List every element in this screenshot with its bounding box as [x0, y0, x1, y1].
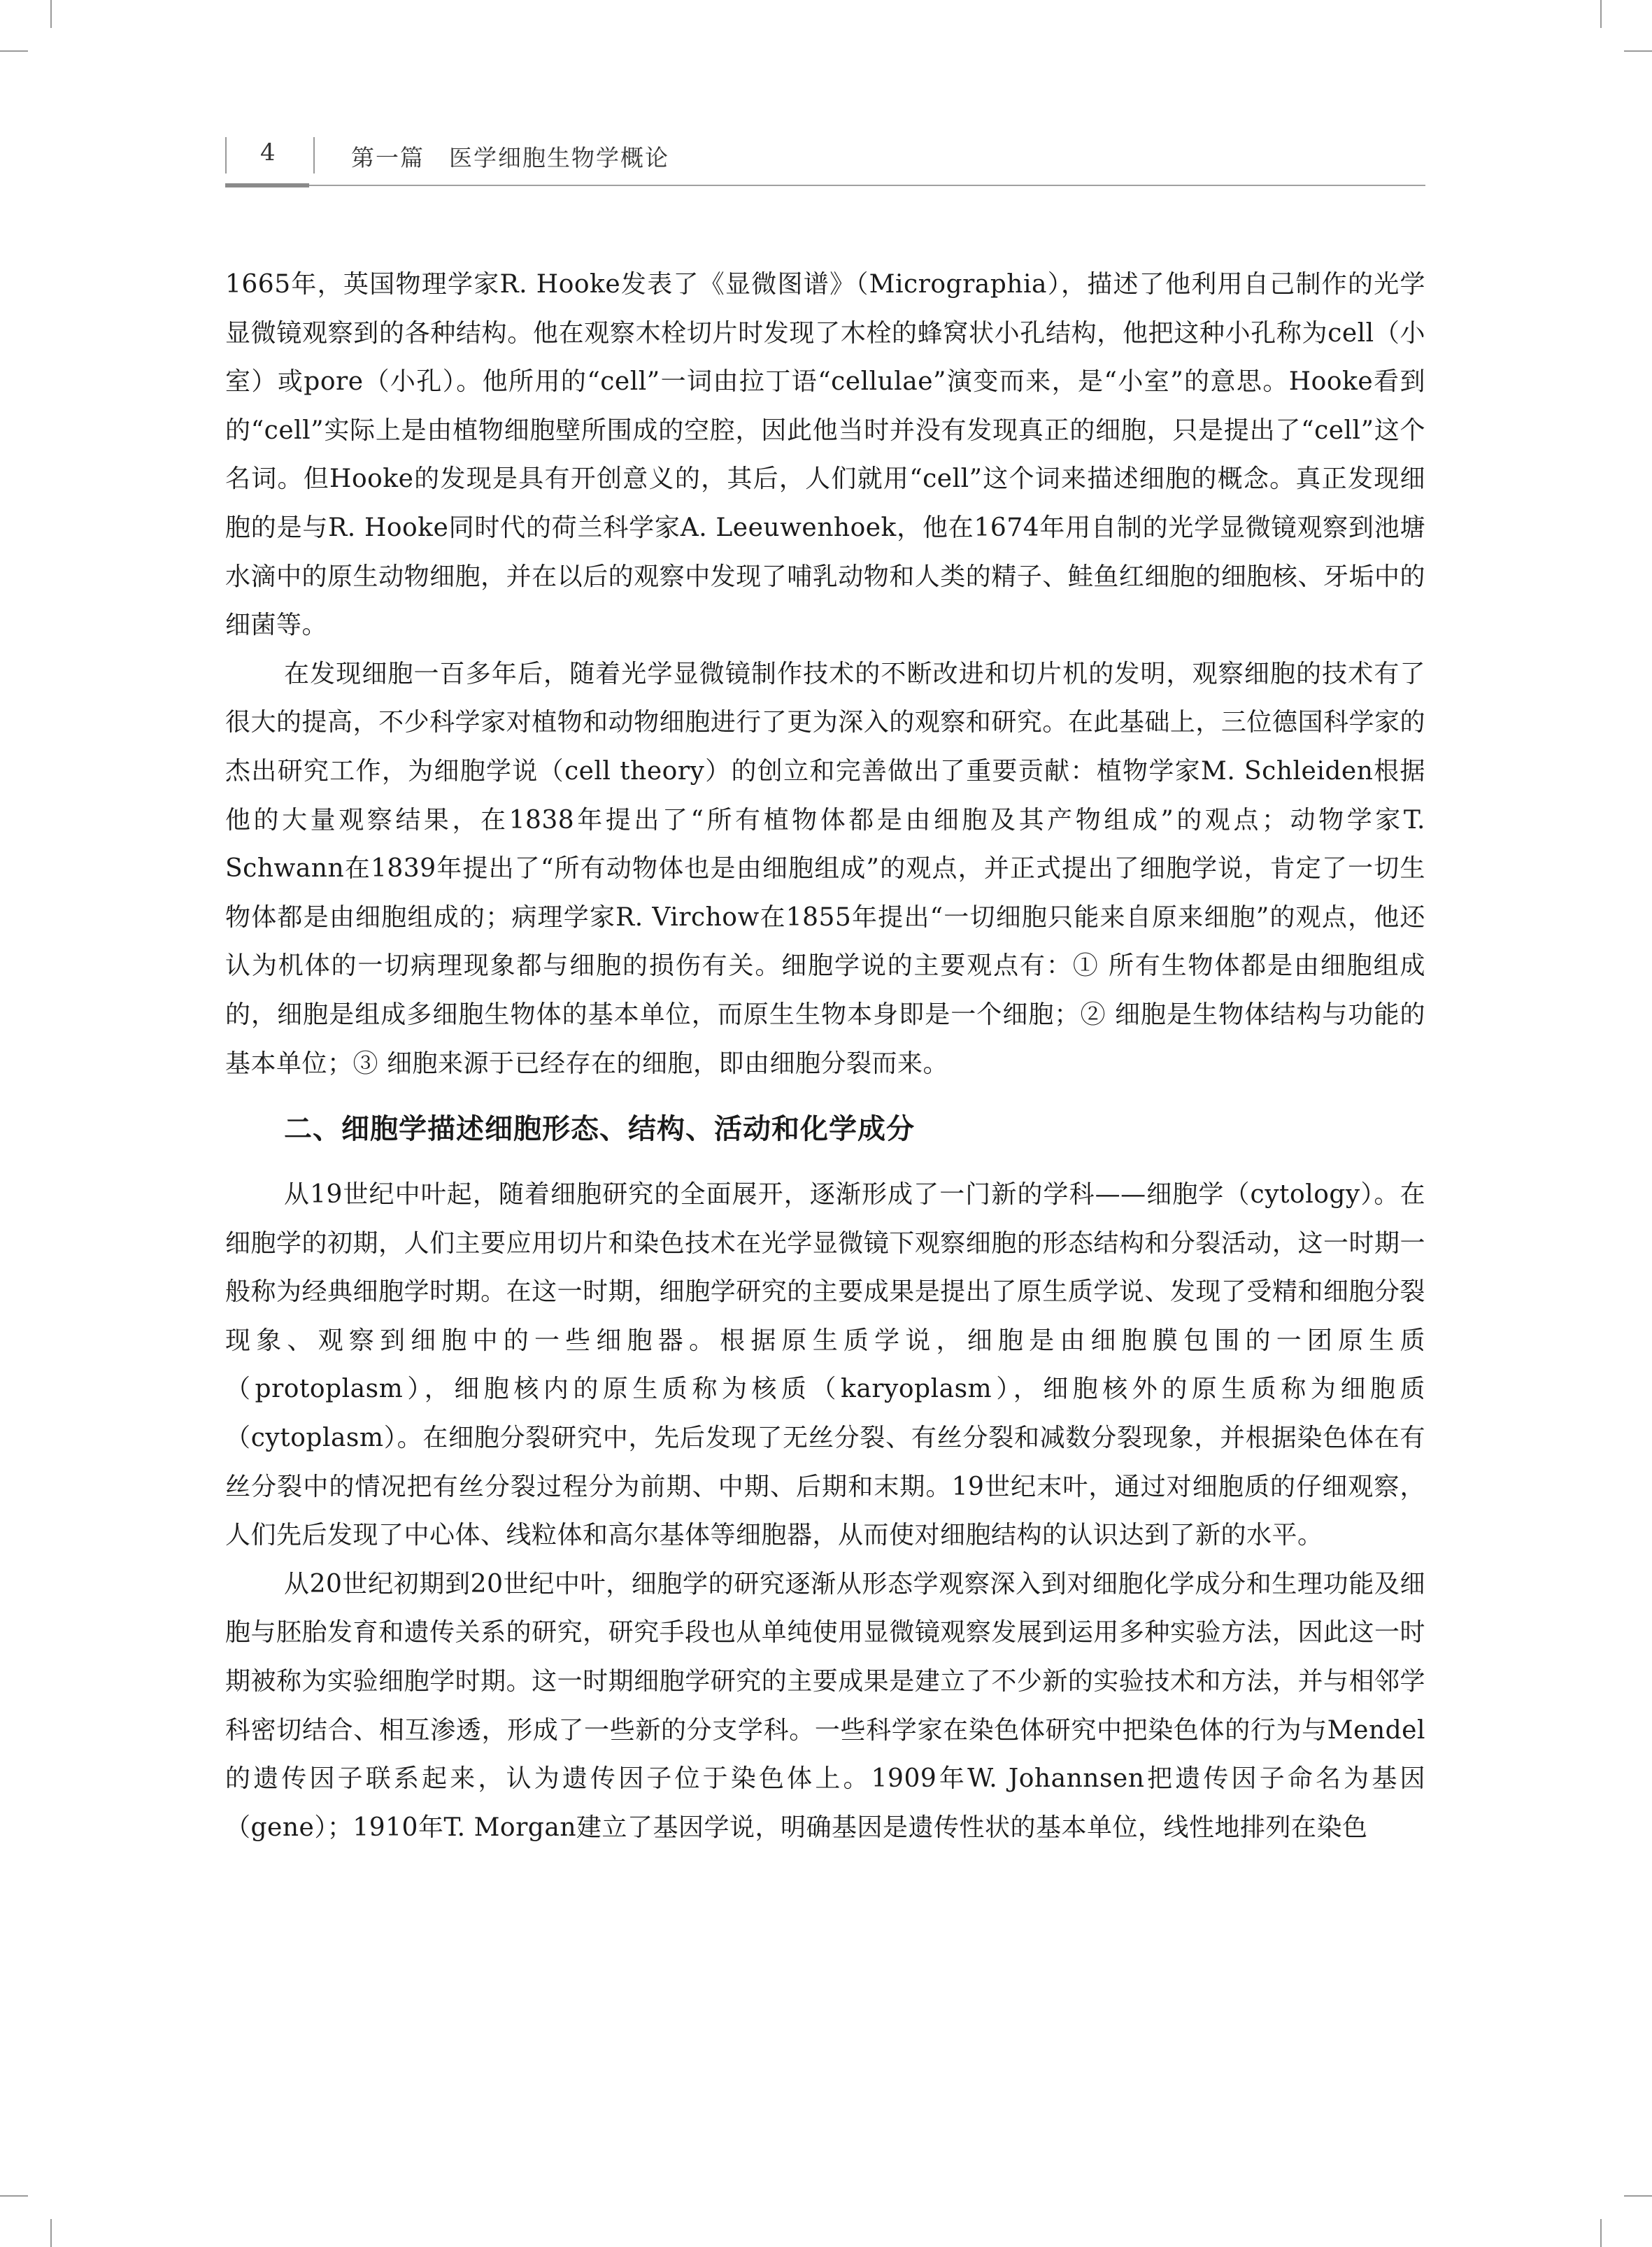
body-text — [225, 260, 1425, 1852]
crop-mark — [50, 2219, 52, 2247]
crop-mark — [1624, 2195, 1652, 2197]
paragraph: 从20世纪初期到20世纪中叶，细胞学的研究逐渐从形态学观察深入到对细胞化学成分和生理功能及细胞与胚胎发育和遗传关系的研究，研究手段也从单纯使用显微镜观察发展到运用多种实验方法，因此这一时期被称为实验细胞学时期。这一时期细胞学研究的主要成果是建立了不少新的实验技术和方法，并与相邻学科密切结合、相互渗透，形成了一些新的分支学科。一些科学家在染色体研究中把染色体的行为与Mendel的遗传因子联系起来，认为遗传因子位于染色体上。1909年W. Johannsen把遗传因子命名为基因（gene）；1910年T. Morgan建立了基因学说，明确基因是遗传性状的基本单位，线性地排列在染色 — [225, 1569, 1425, 1842]
header-divider — [225, 137, 227, 173]
section-heading: 二、细胞学描述细胞形态、结构、活动和化学成分 — [284, 1113, 915, 1146]
header-divider — [313, 137, 315, 173]
chapter-title: 第一篇 医学细胞生物学概论 — [351, 144, 669, 171]
crop-mark — [50, 0, 52, 28]
paragraph: 在发现细胞一百多年后，随着光学显微镜制作技术的不断改进和切片机的发明，观察细胞的技术有了很大的提高，不少科学家对植物和动物细胞进行了更为深入的观察和研究。在此基础上，三位德国科学家的杰出研究工作，为细胞学说（cell theory）的创立和完善做出了重要贡献：植物学家M. Schleiden根据他的大量观察结果，在1838年提出了“所有植物体都是由细胞及其产物组成”的观点；动物学家T. Schwann在1839年提出了“所有动物体也是由细胞组成”的观点，并正式提出了细胞学说，肯定了一切生物体都是由细胞组成的；病理学家R. Virchow在1855年提出“一切细胞只能来自原来细胞”的观点，他还认为机体的一切病理现象都与细胞的损伤有关。细胞学说的主要观点有：① 所有生物体都是由细胞组成的，细胞是组成多细胞生物体的基本单位，而原生生物本身即是一个细胞；② 细胞是生物体结构与功能的基本单位；③ 细胞来源于已经存在的细胞，即由细胞分裂而来。 — [225, 659, 1425, 1078]
header-accent-bar — [225, 183, 309, 187]
crop-mark — [1600, 2219, 1602, 2247]
paragraph: 从19世纪中叶起，随着细胞研究的全面展开，逐渐形成了一门新的学科——细胞学（cytology）。在细胞学的初期，人们主要应用切片和染色技术在光学显微镜下观察细胞的形态结构和分裂活动，这一时期一般称为经典细胞学时期。在这一时期，细胞学研究的主要成果是提出了原生质学说、发现了受精和细胞分裂现象、观察到细胞中的一些细胞器。根据原生质学说，细胞是由细胞膜包围的一团原生质（protoplasm），细胞核内的原生质称为核质（karyoplasm），细胞核外的原生质称为细胞质（cytoplasm）。在细胞分裂研究中，先后发现了无丝分裂、有丝分裂和减数分裂现象，并根据染色体在有丝分裂中的情况把有丝分裂过程分为前期、中期、后期和末期。19世纪末叶，通过对细胞质的仔细观察，人们先后发现了中心体、线粒体和高尔基体等细胞器，从而使对细胞结构的认识达到了新的水平。 — [225, 1180, 1425, 1550]
crop-mark — [1624, 50, 1652, 52]
page-number: 4 — [260, 139, 276, 166]
crop-mark — [0, 50, 28, 52]
crop-mark — [0, 2195, 28, 2197]
crop-mark — [1600, 0, 1602, 28]
running-head — [225, 133, 1425, 189]
paragraph: 1665年，英国物理学家R. Hooke发表了《显微图谱》（Micrographia），描述了他利用自己制作的光学显微镜观察到的各种结构。他在观察木栓切片时发现了木栓的蜂窝状小孔结构，他把这种小孔称为cell（小室）或pore（小孔）。他所用的“cell”一词由拉丁语“cellulae”演变而来，是“小室”的意思。Hooke看到的“cell”实际上是由植物细胞壁所围成的空腔，因此他当时并没有发现真正的细胞，只是提出了“cell”这个名词。但Hooke的发现是具有开创意义的，其后，人们就用“cell”这个词来描述细胞的概念。真正发现细胞的是与R. Hooke同时代的荷兰科学家A. Leeuwenhoek，他在1674年用自制的光学显微镜观察到池塘水滴中的原生动物细胞，并在以后的观察中发现了哺乳动物和人类的精子、鲑鱼红细胞的细胞核、牙垢中的细菌等。 — [225, 270, 1425, 640]
header-rule — [225, 185, 1425, 186]
